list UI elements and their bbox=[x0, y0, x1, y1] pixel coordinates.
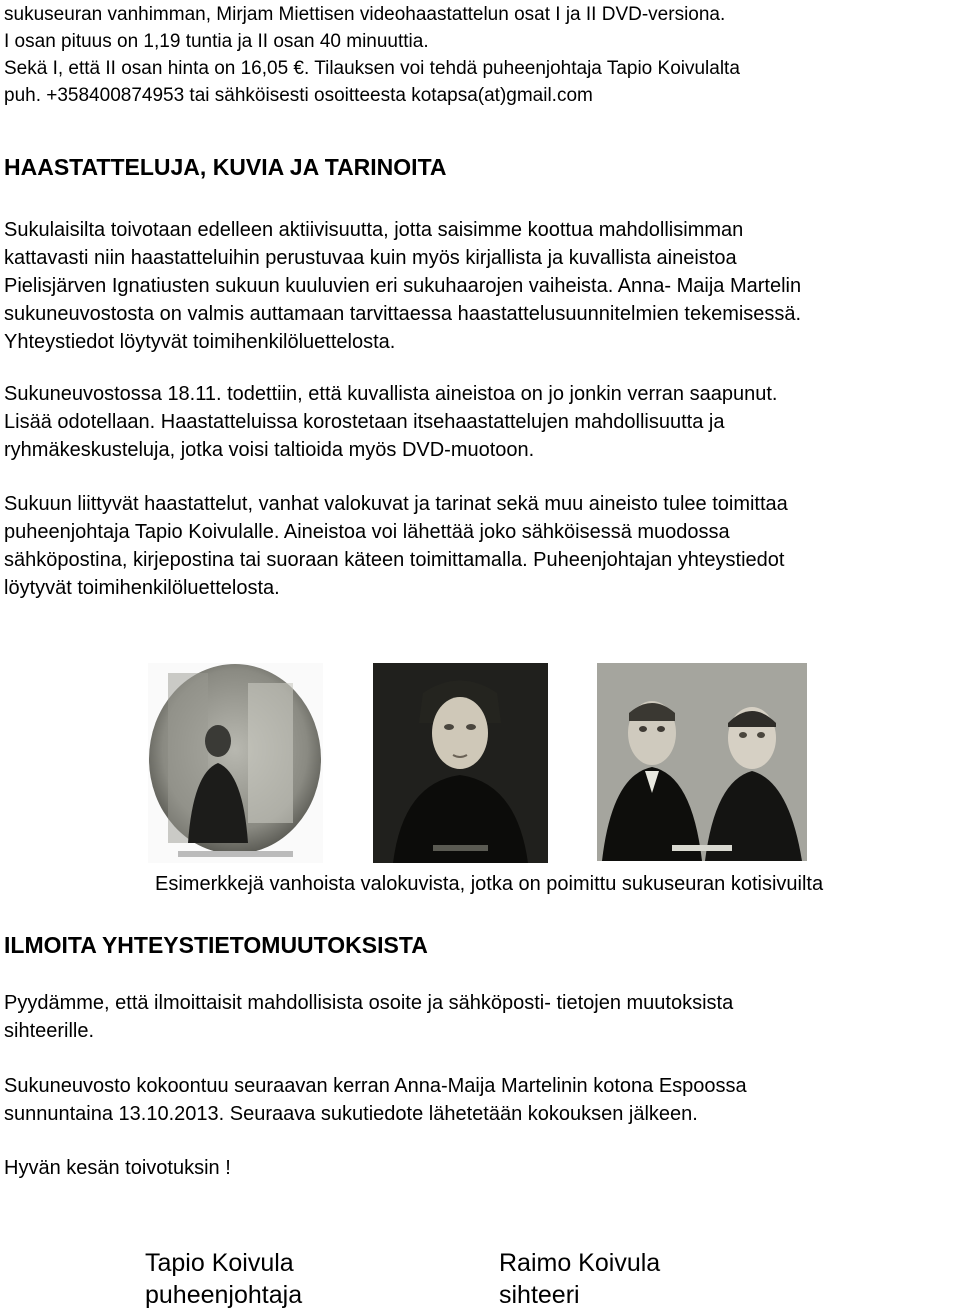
paragraph-line: Sukuun liittyvät haastattelut, vanhat valokuvat ja tarinat sekä muu aineisto tulee toimittaa bbox=[4, 493, 788, 515]
intro-line-3: Sekä I, että II osan hinta on 16,05 €. Tilauksen voi tehdä puheenjohtaja Tapio Koivulalta bbox=[4, 58, 740, 79]
intro-line-4: puh. +358400874953 tai sähköisesti osoitteesta kotapsa(at)gmail.com bbox=[4, 85, 593, 106]
paragraph-line: puheenjohtaja Tapio Koivulalle. Aineistoa voi lähettää joko sähköisessä muodossa bbox=[4, 521, 730, 543]
paragraph-line: kattavasti niin haastatteluihin perustuvaa kuin myös kirjallista ja kuvallista aineistoa bbox=[4, 247, 737, 269]
paragraph-line: Sukuneuvosto kokoontuu seuraavan kerran Anna-Maija Martelinin kotona Espoossa bbox=[4, 1075, 747, 1097]
old-photo-couple bbox=[597, 663, 807, 861]
signature-left-title: puheenjohtaja bbox=[145, 1281, 303, 1309]
old-photo-woman-seated bbox=[148, 663, 323, 863]
old-photo-woman-portrait bbox=[373, 663, 548, 863]
paragraph-line: ryhmäkeskusteluja, jotka voisi taltioida myös DVD-muotoon. bbox=[4, 439, 535, 461]
signature-right-name: Raimo Koivula bbox=[499, 1249, 661, 1277]
paragraph-line: Pyydämme, että ilmoittaisit mahdollisista osoite ja sähköposti- tietojen muutoksista bbox=[4, 992, 734, 1014]
paragraph-line: Pielisjärven Ignatiusten sukuun kuuluvien eri sukuhaarojen vaiheista. Anna- Maija Martelin bbox=[4, 275, 802, 297]
paragraph-line: Yhteystiedot löytyvät toimihenkilöluettelosta. bbox=[4, 331, 396, 353]
paragraph-line: sukuneuvostosta on valmis auttamaan tarvittaessa haastattelusuunnitelmien tekemisessä. bbox=[4, 303, 802, 325]
paragraph-line: sunnuntaina 13.10.2013. Seuraava sukutiedote lähetetään kokouksen jälkeen. bbox=[4, 1103, 698, 1125]
paragraph-line: sähköpostina, kirjepostina tai suoraan käteen toimittamalla. Puheenjohtajan yhteystiedot bbox=[4, 549, 785, 571]
section-heading-contact-changes: ILMOITA YHTEYSTIETOMUUTOKSISTA bbox=[4, 932, 428, 958]
section-heading-interviews: HAASTATTELUJA, KUVIA JA TARINOITA bbox=[4, 154, 447, 180]
paragraph-line: Lisää odotellaan. Haastatteluissa korostetaan itsehaastattelujen mahdollisuutta ja bbox=[4, 411, 725, 433]
paragraph-line: Sukuneuvostossa 18.11. todettiin, että kuvallista aineistoa on jo jonkin verran saapunut. bbox=[4, 383, 778, 405]
paragraph-line: Sukulaisilta toivotaan edelleen aktiivisuutta, jotta saisimme koottua mahdollisimman bbox=[4, 219, 744, 241]
paragraph-line: sihteerille. bbox=[4, 1020, 95, 1042]
photos-caption: Esimerkkejä vanhoista valokuvista, jotka on poimittu sukuseuran kotisivuilta bbox=[155, 873, 824, 895]
signature-right-title: sihteeri bbox=[499, 1281, 580, 1309]
intro-line-2: I osan pituus on 1,19 tuntia ja II osan 40 minuuttia. bbox=[4, 31, 429, 52]
signature-left-name: Tapio Koivula bbox=[145, 1249, 294, 1277]
intro-line-1: sukuseuran vanhimman, Mirjam Miettisen videohaastattelun osat I ja II DVD-versiona. bbox=[4, 4, 726, 25]
greeting: Hyvän kesän toivotuksin ! bbox=[4, 1157, 231, 1179]
paragraph-line: löytyvät toimihenkilöluettelosta. bbox=[4, 577, 280, 599]
